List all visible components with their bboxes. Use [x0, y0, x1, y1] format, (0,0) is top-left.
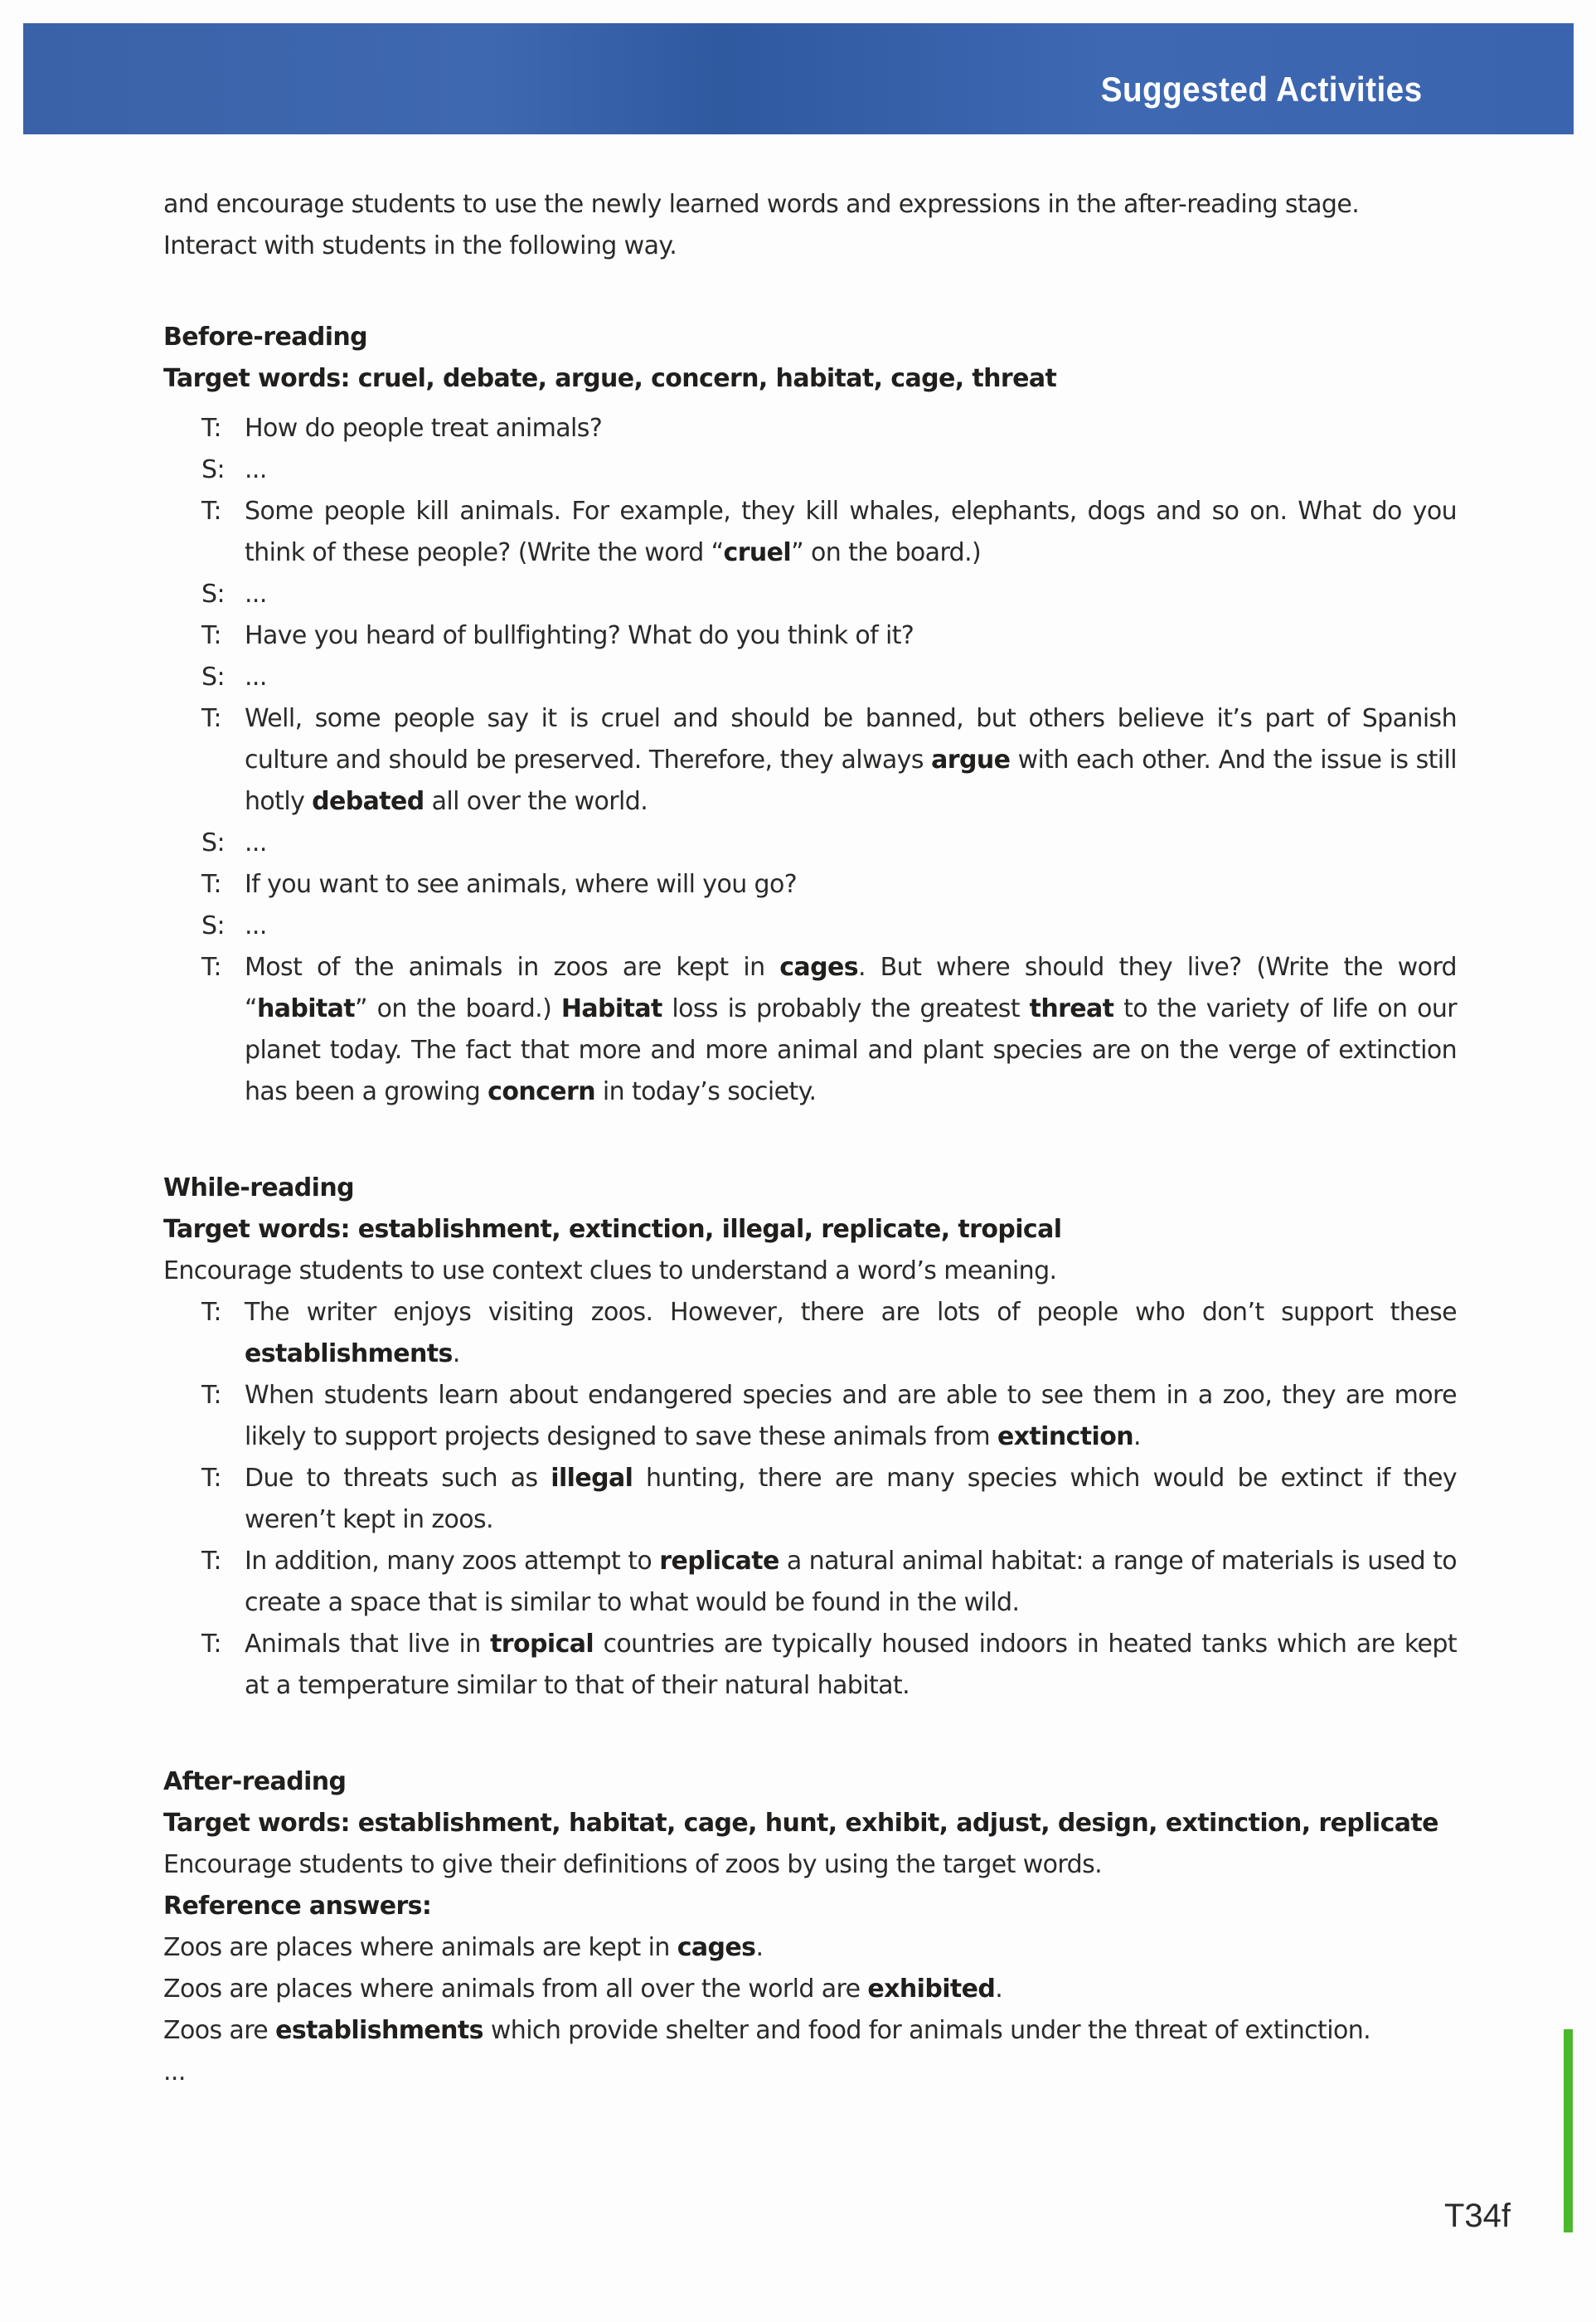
after-reading-target-words [163, 1803, 1457, 1844]
speaker-label: S: [201, 455, 225, 484]
text-run: If you want to see animals, where will you go? [245, 870, 798, 899]
dialogue-text [245, 449, 1457, 491]
text-run: ... [245, 911, 267, 940]
intro-line-1: and encourage students to use the newly learned words and expressions in the after-reading stage. [163, 190, 1360, 219]
after-reading-instruction: Encourage students to give their definitions of zoos by using the target words. [163, 1850, 1103, 1879]
dialogue-line [163, 698, 1457, 823]
target-word-highlight: cages [677, 1933, 756, 1962]
header-banner [23, 23, 1574, 134]
speaker-label: S: [201, 911, 225, 940]
while-reading-instruction: Encourage students to use context clues to understand a word’s meaning. [163, 1256, 1057, 1285]
text-run: When students learn about endangered species and are able to see them in a zoo, they are more likely to support projects designed to save these animals from [245, 1381, 1457, 1451]
target-word-highlight: argue [931, 746, 1011, 775]
dialogue-line [163, 1375, 1457, 1458]
speaker-label: T: [201, 497, 221, 526]
text-run: ... [245, 828, 267, 857]
text-run: Some people kill animals. For example, they kill whales, elephants, dogs and so on. What do you think of these people? (Write the word “ [245, 497, 1457, 567]
speaker-label: T: [201, 953, 221, 982]
target-words: establishment, habitat, cage, hunt, exhibit, adjust, design, extinction, replicate [357, 1809, 1438, 1838]
speaker-label: T: [201, 1298, 221, 1327]
dialogue-text [245, 657, 1457, 698]
dialogue-line [163, 615, 1457, 657]
dialogue-line [163, 1292, 1457, 1375]
while-reading-section [163, 1168, 1457, 1707]
text-run: Most of the animals in zoos are kept in [245, 953, 780, 982]
dialogue-line [163, 1458, 1457, 1541]
speaker-label: S: [201, 663, 225, 692]
text-run: Have you heard of bullfighting? What do you think of it? [245, 621, 914, 650]
reference-answer [163, 1969, 1457, 2010]
target-label: Target words: [163, 364, 350, 393]
text-run: loss is probably the greatest [662, 994, 1030, 1023]
target-word-highlight: cages [779, 953, 858, 982]
dialogue-line [163, 864, 1457, 906]
dialogue-line [163, 657, 1457, 698]
text-run: ... [245, 455, 267, 484]
dialogue-text [245, 947, 1457, 1113]
target-label: Target words: [163, 1215, 350, 1244]
target-word-highlight: habitat [256, 994, 356, 1023]
dialogue-line [163, 449, 1457, 491]
text-run: The writer enjoys visiting zoos. However, there are lots of people who don’t support these [245, 1298, 1457, 1327]
target-word-highlight: tropical [490, 1630, 594, 1659]
before-reading-target-words [163, 358, 1457, 400]
dialogue-text [245, 491, 1457, 574]
target-word-highlight: threat [1029, 994, 1114, 1023]
intro-line-2: Interact with students in the following way. [163, 231, 677, 260]
text-run: Due to threats such as [245, 1464, 551, 1493]
speaker-label: T: [201, 1630, 221, 1659]
dialogue-line [163, 906, 1457, 947]
while-reading-heading: While-reading [163, 1173, 354, 1202]
target-words: cruel, debate, argue, concern, habitat, cage, threat [357, 364, 1057, 393]
target-word-highlight: exhibited [867, 1975, 996, 2004]
dialogue-text [245, 1624, 1457, 1707]
section-title: Suggested Activities [1101, 70, 1423, 109]
before-reading-section [163, 317, 1457, 1113]
text-run: . [755, 1933, 764, 1962]
text-run: countries are typically housed indoors in heated tanks which are kept at a temperature similar to that of their natural habitat. [245, 1630, 1458, 1700]
dialogue-line [163, 1541, 1457, 1624]
target-word-highlight: concern [488, 1077, 595, 1106]
speaker-label: T: [201, 704, 221, 733]
text-run: Animals that live in [245, 1630, 491, 1659]
speaker-label: T: [201, 414, 221, 443]
reference-answer [163, 1927, 1457, 1969]
dialogue-text [245, 408, 1457, 449]
target-word-highlight: debated [312, 787, 424, 816]
dialogue-text [245, 1541, 1457, 1624]
text-run: Well, some people say it is cruel and should be banned, but others believe it’s part of Spanish culture and should be preserved. Therefore, they always [245, 704, 1457, 775]
target-word-highlight: cruel [723, 538, 792, 567]
speaker-label: S: [201, 580, 225, 609]
text-run: In addition, many zoos attempt to [245, 1547, 660, 1576]
text-run: How do people treat animals? [245, 414, 603, 443]
reference-answers [163, 1927, 1457, 2052]
text-run: ... [245, 580, 267, 609]
page-edge-marker [1564, 2029, 1573, 2232]
target-word-highlight: establishments [245, 1339, 453, 1368]
target-words: establishment, extinction, illegal, replicate, tropical [357, 1215, 1062, 1244]
page-content [163, 184, 1457, 2093]
dialogue-line [163, 947, 1457, 1113]
dialogue-text [245, 864, 1457, 906]
speaker-label: T: [201, 870, 221, 899]
text-run: with each other. And the issue is still hotly [245, 746, 1457, 816]
dialogue-text [245, 1375, 1457, 1458]
target-word-highlight: establishments [275, 2016, 483, 2045]
text-run: ” on the board.) [791, 538, 982, 567]
target-word-highlight: Habitat [560, 994, 662, 1023]
text-run: Zoos are [163, 2016, 276, 2045]
dialogue-line [163, 823, 1457, 864]
speaker-label: S: [201, 828, 225, 857]
dialogue-line [163, 1624, 1457, 1707]
text-run: . [452, 1339, 460, 1368]
before-reading-heading: Before-reading [163, 323, 368, 352]
speaker-label: T: [201, 1547, 221, 1576]
dialogue-line [163, 408, 1457, 449]
text-run: . [1133, 1422, 1141, 1451]
text-run: . [995, 1975, 1003, 2004]
text-run: . But where should they live? (Write the word “ [245, 953, 1457, 1023]
speaker-label: T: [201, 1464, 221, 1493]
dialogue-line [163, 574, 1457, 615]
text-run: hunting, there are many species which would be extinct if they weren’t kept in zoos. [245, 1464, 1457, 1534]
target-label: Target words: [163, 1809, 350, 1838]
reference-answers-label: Reference answers: [163, 1892, 432, 1921]
text-run: to the variety of life on our planet today. The fact that more and more animal and plant species are on the verge of extinction has been a growing [245, 994, 1457, 1106]
text-run: which provide shelter and food for animals under the threat of extinction. [483, 2016, 1371, 2045]
text-run: Zoos are places where animals are kept in [163, 1933, 677, 1962]
dialogue-text [245, 615, 1457, 657]
dialogue-text [245, 906, 1457, 947]
after-reading-heading: After-reading [163, 1767, 347, 1796]
while-reading-dialogue [163, 1292, 1457, 1707]
text-run: all over the world. [424, 787, 648, 816]
speaker-label: T: [201, 621, 221, 650]
dialogue-text [245, 698, 1457, 823]
reference-answer [163, 2010, 1457, 2052]
text-run: a natural animal habitat: a range of materials is used to create a space that is similar to what would be found in the wild. [245, 1547, 1457, 1617]
dialogue-text [245, 574, 1457, 615]
text-run: in today’s society. [594, 1077, 817, 1106]
dialogue-line [163, 491, 1457, 574]
target-word-highlight: replicate [659, 1547, 779, 1576]
dialogue-text [245, 823, 1457, 864]
speaker-label: T: [201, 1381, 221, 1410]
page-number: T34f [1444, 2198, 1511, 2234]
while-reading-target-words [163, 1209, 1457, 1251]
dialogue-text [245, 1292, 1457, 1375]
target-word-highlight: illegal [551, 1464, 633, 1493]
dialogue-text [245, 1458, 1457, 1541]
text-run: ... [245, 663, 267, 692]
before-reading-dialogue [163, 408, 1457, 1113]
text-run: Zoos are places where animals from all over the world are [163, 1975, 868, 2004]
target-word-highlight: extinction [997, 1422, 1133, 1451]
ellipsis: ... [163, 2057, 186, 2086]
text-run: ” on the board.) [355, 994, 561, 1023]
after-reading-section [163, 1761, 1457, 2093]
